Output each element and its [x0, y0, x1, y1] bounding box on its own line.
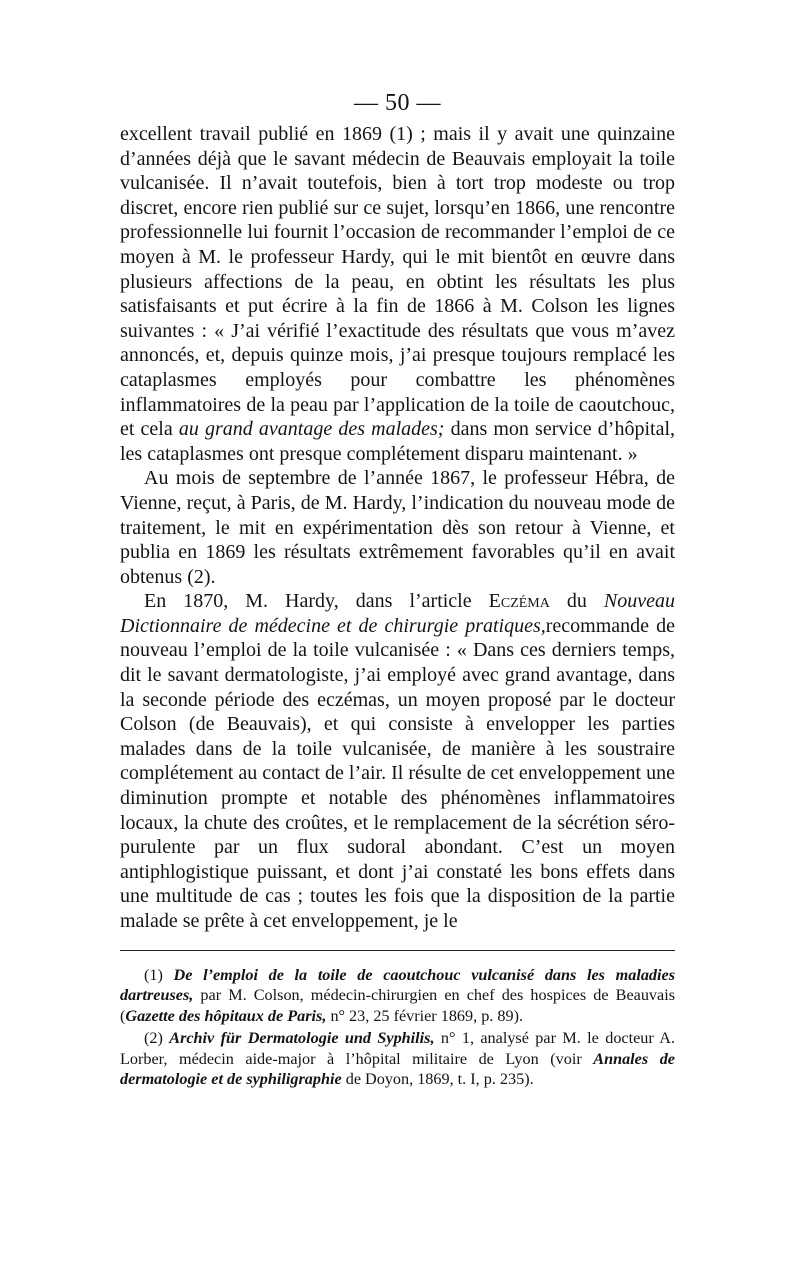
paragraph-text: du: [549, 590, 604, 613]
book-page: [120, 88, 675, 1090]
footnote-divider: [120, 950, 675, 951]
footnote-2: [120, 1028, 675, 1090]
paragraph-hardy-1870: [120, 589, 675, 933]
body-text: [120, 122, 675, 934]
page-number: — 50 —: [354, 90, 441, 116]
paragraph-text: En 1870, M. Hardy, dans l’article: [144, 590, 489, 613]
footnote-title: De l’emploi de la toile de caoutchouc vulcanisé dans les maladies dartreuses,: [120, 965, 675, 1005]
footnote-text: de Doyon, 1869, t. I, p. 235).: [341, 1070, 534, 1089]
footnote-number: (2): [144, 1029, 170, 1048]
footnote-source: Gazette des hôpitaux de Paris,: [125, 1006, 327, 1025]
paragraph-hebra: Au mois de septembre de l’année 1867, le professeur Hébra, de Vienne, reçut, à Paris, de M. Hardy, l’indication du nouveau mode de traitement, le mit en expérimentation dès son retour à Vienne, et publia en 1869 les résultats extrêmement favorables qu’il en avait obtenus (2).: [120, 467, 675, 588]
footnote-text: par M. Colson, médecin-chirurgien en chef des hospices de Beauvais (: [120, 986, 675, 1025]
italic-phrase: au grand avantage des malades;: [178, 418, 445, 441]
footnote-source: Annales de dermatologie et de syphiligraphie: [120, 1049, 675, 1089]
italic-title: Nouveau Dictionnaire de médecine et de chirurgie pratiques,: [120, 590, 675, 637]
footnote-text: n° 23, 25 février 1869, p. 89).: [326, 1006, 524, 1025]
paragraph-text: dans mon service d’hôpital, les cataplasmes ont presque complétement disparu maintenant. »: [120, 418, 676, 465]
footnote-1: [120, 965, 675, 1027]
footnotes: [120, 965, 675, 1090]
footnote-number: (1): [144, 965, 174, 984]
small-caps-term: Eczéma: [488, 590, 550, 613]
footnote-text: n° 1, analysé par M. le docteur A. Lorber, médecin aide-major à l’hôpital militaire de Lyon (voir: [120, 1029, 676, 1068]
paragraph-text: recommande de nouveau l’emploi de la toile vulcanisée : « Dans ces derniers temps, dit le savant dermatologiste, j’ai employé avec grand avantage, dans la seconde période des eczémas, un moyen proposé par le docteur Colson (de Beauvais), et qui consiste à envelopper les parties malades dans de la toile vulcanisée, de manière à les soustraire complétement au contact de l’air. Il résulte de cet enveloppement une diminution prompte et notable des phénomènes inflammatoires locaux, la chute des croûtes, et le remplacement de la sécrétion séro-purulente par un flux sudoral abondant. C’est un moyen antiphlogistique puissant, et dont j’ai constaté les bons effets dans une multitude de cas ; toutes les fois que la disposition de la partie malade se prête à cet enveloppement, je le: [120, 614, 675, 932]
paragraph-continuation: [120, 122, 675, 466]
footnote-title: Archiv für Dermatologie und Syphilis,: [169, 1029, 435, 1048]
paragraph-text: excellent travail publié en 1869 (1) ; mais il y avait une quinzaine d’années déjà que le savant médecin de Beauvais employait la toile vulcanisée. Il n’avait toutefois, bien à tort trop modeste ou trop discret, encore rien publié sur ce sujet, lorsqu’en 1866, une rencontre professionnelle lui fournit l’occasion de recommander l’emploi de ce moyen à M. le professeur Hardy, qui le mit bientôt en œuvre dans plusieurs affections de la peau, en obtint les résultats les plus satisfaisants et put écrire à la fin de 1866 à M. Colson les lignes suivantes : « J’ai vérifié l’exactitude des résultats que vous m’avez annoncés, et, depuis quinze mois, j’ai presque toujours remplacé les cataplasmes employés pour combattre les phénomènes inflammatoires de la peau par l’application de la toile de caoutchouc, et cela: [120, 123, 675, 441]
